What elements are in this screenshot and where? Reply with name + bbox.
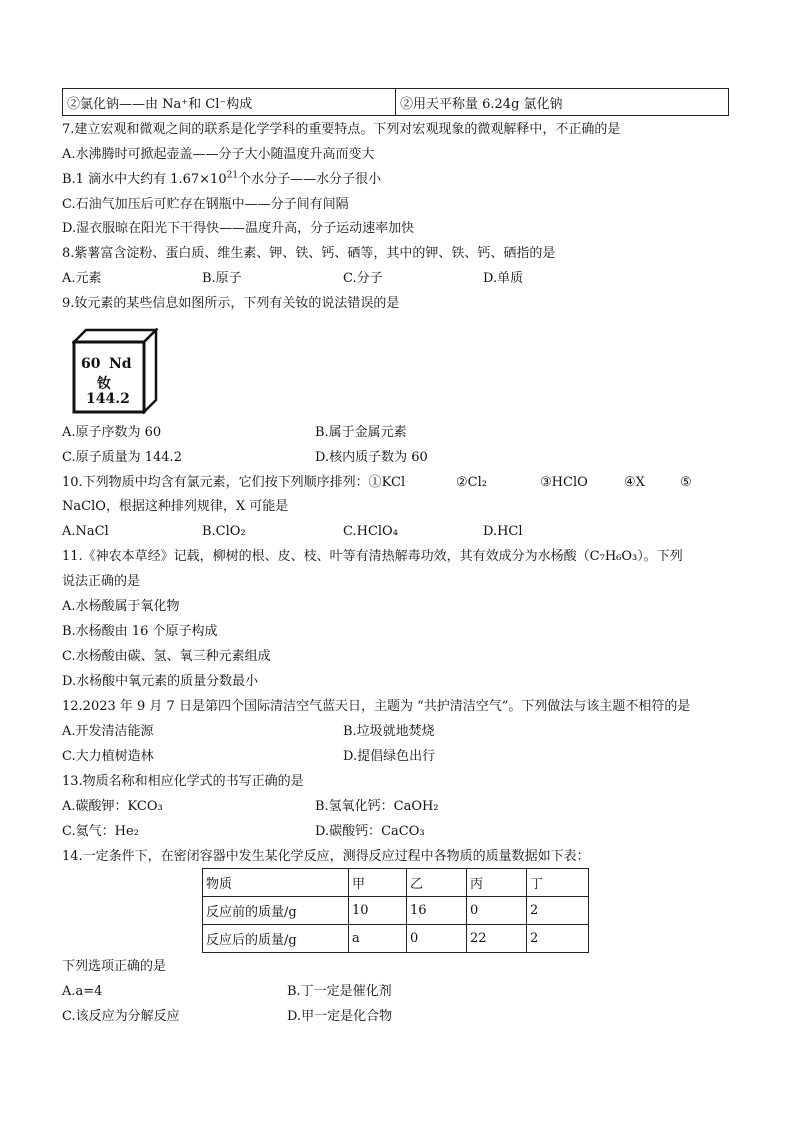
q14-option-c: C.该反应为分解反应 xyxy=(62,1009,180,1024)
q11-stem-line1: 11.《神农本草经》记载，柳树的根、皮、枝、叶等有清热解毒功效，其有效成分为水杨酸（C₇H₆O₃）。下列 xyxy=(62,549,683,564)
q14-option-a: A.a=4 xyxy=(62,984,103,999)
q12-option-d: D.提倡绿色出行 xyxy=(343,749,436,764)
table-cell: 10 xyxy=(349,897,407,925)
q11-option-c: C.水杨酸由碳、氢、氧三种元素组成 xyxy=(62,649,271,664)
q13-option-c: C.氦气：He₂ xyxy=(62,824,139,839)
element-symbol: Nd xyxy=(109,356,132,372)
table-header-cell: 丁 xyxy=(527,869,589,897)
table-cell: 0 xyxy=(467,897,527,925)
q9-option-d: D.核内质子数为 60 xyxy=(315,450,428,465)
q8-option-b: B.原子 xyxy=(202,271,242,286)
table-cell: 22 xyxy=(467,925,527,953)
q12-option-c: C.大力植树造林 xyxy=(62,749,154,764)
q9-option-a: A.原子序数为 60 xyxy=(62,425,162,440)
q10-option-a: A.NaCl xyxy=(62,524,109,539)
table-header-cell: 乙 xyxy=(407,869,467,897)
table-header-row xyxy=(203,869,589,897)
q8-option-c: C.分子 xyxy=(343,271,383,286)
q14-data-table xyxy=(202,868,589,953)
q14-option-d: D.甲一定是化合物 xyxy=(287,1009,393,1024)
q8-option-a: A.元素 xyxy=(62,271,102,286)
q8-option-d: D.单质 xyxy=(483,271,524,286)
table-header-cell: 甲 xyxy=(349,869,407,897)
q10-stem-line2: NaClO，根据这种排列规律，X 可能是 xyxy=(62,499,289,514)
table-header-cell: 丙 xyxy=(467,869,527,897)
table-header-cell: 物质 xyxy=(203,869,349,897)
q13-option-d: D.碳酸钙：CaCO₃ xyxy=(315,824,425,839)
q10-item-5: ⑤ xyxy=(680,475,692,490)
q10-item-3: ③HClO xyxy=(540,475,588,490)
q14-stem: 14.一定条件下，在密闭容器中发生某化学反应，测得反应过程中各物质的质量数据如下表： xyxy=(62,849,590,864)
top-table xyxy=(62,88,729,116)
q12-stem: 12.2023 年 9 月 7 日是第四个国际清洁空气蓝天日，主题为 “共护清洁空气”。下列做法与该主题不相符的是 xyxy=(62,699,691,714)
table-cell: 16 xyxy=(407,897,467,925)
q14-prompt: 下列选项正确的是 xyxy=(62,959,167,974)
q10-option-b: B.ClO₂ xyxy=(202,524,246,539)
table-cell: 2 xyxy=(527,925,589,953)
top-table-right-cell: ②用天平称量 6.24g 氯化钠 xyxy=(396,89,729,116)
q7-option-b-post: 个水分子——水分子很小 xyxy=(238,172,382,187)
q14-option-b: B.丁一定是催化剂 xyxy=(287,984,392,999)
q12-option-a: A.开发清洁能源 xyxy=(62,724,154,739)
q12-option-b: B.垃圾就地焚烧 xyxy=(343,724,435,739)
element-name: 钕 xyxy=(97,376,111,392)
table-row xyxy=(203,925,589,953)
q11-stem-line2: 说法正确的是 xyxy=(62,574,141,589)
q13-option-b: B.氢氧化钙：CaOH₂ xyxy=(315,799,439,814)
q9-stem: 9.钕元素的某些信息如图所示，下列有关钕的说法错误的是 xyxy=(62,296,400,311)
q13-stem: 13.物质名称和相应化学式的书写正确的是 xyxy=(62,774,304,789)
q7-option-b xyxy=(62,171,381,189)
table-cell: 反应前的质量/g xyxy=(203,897,349,925)
q9-option-c: C.原子质量为 144.2 xyxy=(62,450,182,465)
table-cell: 2 xyxy=(527,897,589,925)
q11-option-a: A.水杨酸属于氧化物 xyxy=(62,599,180,614)
q7-option-d: D.湿衣服晾在阳光下干得快——温度升高，分子运动速率加快 xyxy=(62,221,415,236)
q10-item-2: ②Cl₂ xyxy=(456,475,487,490)
table-cell: 0 xyxy=(407,925,467,953)
element-cube-figure xyxy=(72,328,158,414)
q10-option-c: C.HClO₄ xyxy=(343,524,398,539)
table-cell: a xyxy=(349,925,407,953)
q13-option-a: A.碳酸钾：KCO₃ xyxy=(62,799,163,814)
q11-option-d: D.水杨酸中氧元素的质量分数最小 xyxy=(62,674,259,689)
table-row xyxy=(203,897,589,925)
q10-stem-line1: 10.下列物质中均含有氯元素，它们按下列顺序排列：①KCl xyxy=(62,475,406,490)
q7-option-a: A.水沸腾时可掀起壶盖——分子大小随温度升高而变大 xyxy=(62,147,375,162)
table-cell: 反应后的质量/g xyxy=(203,925,349,953)
q7-option-b-pre: B.1 滴水中大约有 1.67×10 xyxy=(62,172,227,187)
top-table-left-cell: ②氯化钠——由 Na⁺和 Cl⁻构成 xyxy=(63,89,396,116)
q10-item-4: ④X xyxy=(624,475,645,490)
q9-option-b: B.属于金属元素 xyxy=(315,425,407,440)
q7-option-b-exponent: 21 xyxy=(226,170,239,181)
q8-stem: 8.紫薯富含淀粉、蛋白质、维生素、钾、铁、钙、硒等，其中的钾、铁、钙、硒指的是 xyxy=(62,246,556,261)
q11-option-b: B.水杨酸由 16 个原子构成 xyxy=(62,624,218,639)
q10-option-d: D.HCl xyxy=(483,524,523,539)
q7-option-c: C.石油气加压后可贮存在钢瓶中——分子间有间隔 xyxy=(62,197,349,212)
q7-stem: 7.建立宏观和微观之间的联系是化学学科的重要特点。下列对宏观现象的微观解释中，不正确的是 xyxy=(62,122,621,137)
table-row xyxy=(63,89,729,116)
element-atomic-number: 60 xyxy=(81,356,101,372)
element-atomic-mass: 144.2 xyxy=(86,391,130,407)
